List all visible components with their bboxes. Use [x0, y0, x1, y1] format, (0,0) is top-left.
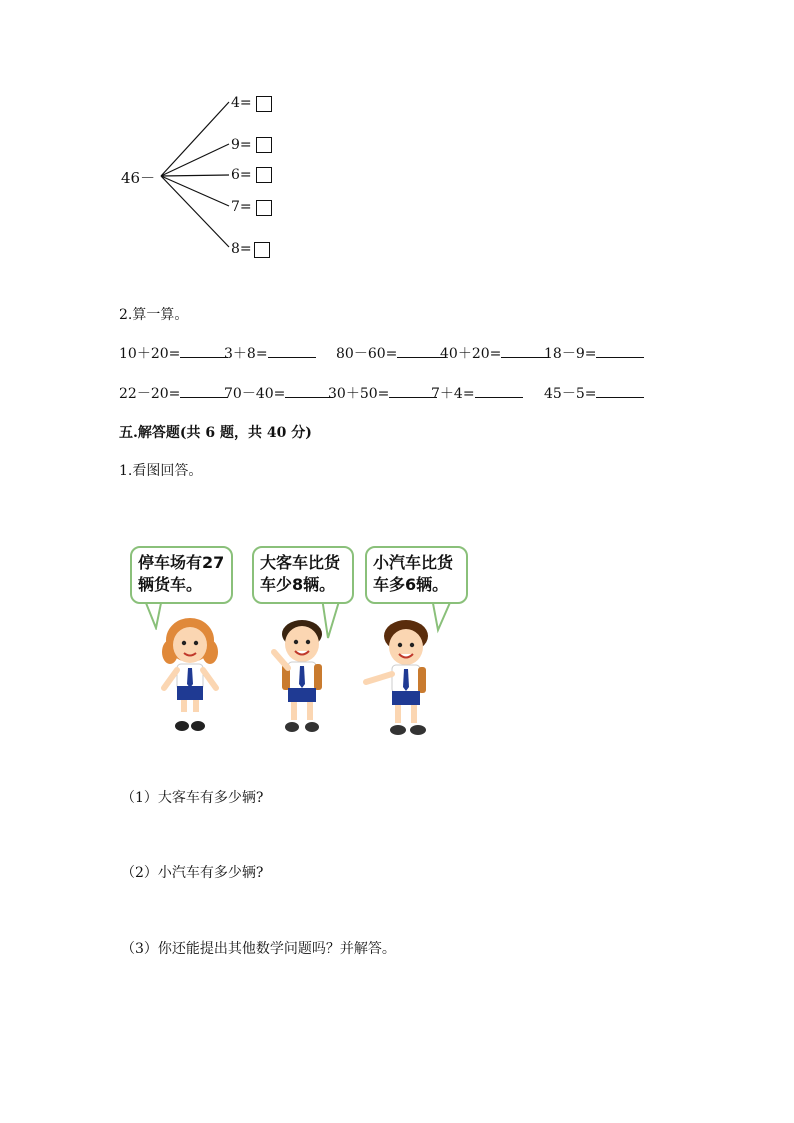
- calc-item: 45－5=: [544, 383, 644, 403]
- sub-question: （3）你还能提出其他数学问题吗？并解答。: [121, 941, 396, 957]
- calc-item: 40＋20=: [440, 343, 549, 363]
- answer-blank[interactable]: [596, 344, 644, 358]
- answer-box[interactable]: [254, 242, 270, 258]
- answer-blank[interactable]: [475, 384, 523, 398]
- tree-root: 46－: [121, 169, 156, 187]
- branch-label: 4=: [231, 95, 252, 111]
- branch-label: 6=: [231, 167, 252, 183]
- calc-item: 80－60=: [336, 343, 445, 363]
- sub-question: （1）大客车有多少辆?: [121, 790, 264, 806]
- calc-item: 10＋20=: [119, 343, 228, 363]
- answer-blank[interactable]: [180, 384, 228, 398]
- calc-item: 7＋4=: [431, 383, 523, 403]
- branch-label: 7=: [231, 199, 252, 215]
- answer-blank[interactable]: [180, 344, 228, 358]
- answer-blank[interactable]: [397, 344, 445, 358]
- speech-bubble: 小汽车比货 车多6辆。: [365, 546, 468, 604]
- section-title: 2.算一算。: [119, 307, 189, 323]
- calc-item: 22－20=: [119, 383, 228, 403]
- tree-lines: [0, 0, 300, 280]
- boy-figure: [260, 610, 340, 738]
- answer-blank[interactable]: [596, 384, 644, 398]
- answer-blank[interactable]: [501, 344, 549, 358]
- calc-item: 70－40=: [224, 383, 333, 403]
- section-heading: 五.解答题(共 6 题，共 40 分): [119, 425, 312, 441]
- calc-item: 18－9=: [544, 343, 644, 363]
- answer-box[interactable]: [256, 167, 272, 183]
- answer-box[interactable]: [256, 96, 272, 112]
- answer-blank[interactable]: [285, 384, 333, 398]
- branch-label: 9=: [231, 137, 252, 153]
- answer-blank[interactable]: [268, 344, 316, 358]
- girl-figure: [150, 612, 230, 737]
- question-title: 1.看图回答。: [119, 463, 203, 479]
- calc-item: 3＋8=: [224, 343, 316, 363]
- speech-bubble: 停车场有27 辆货车。: [130, 546, 233, 604]
- answer-box[interactable]: [256, 200, 272, 216]
- boy-figure: [360, 612, 440, 740]
- answer-box[interactable]: [256, 137, 272, 153]
- branch-label: 8=: [231, 241, 252, 257]
- calc-item: 30＋50=: [328, 383, 437, 403]
- sub-question: （2）小汽车有多少辆?: [121, 865, 264, 881]
- speech-bubble: 大客车比货 车少8辆。: [252, 546, 354, 604]
